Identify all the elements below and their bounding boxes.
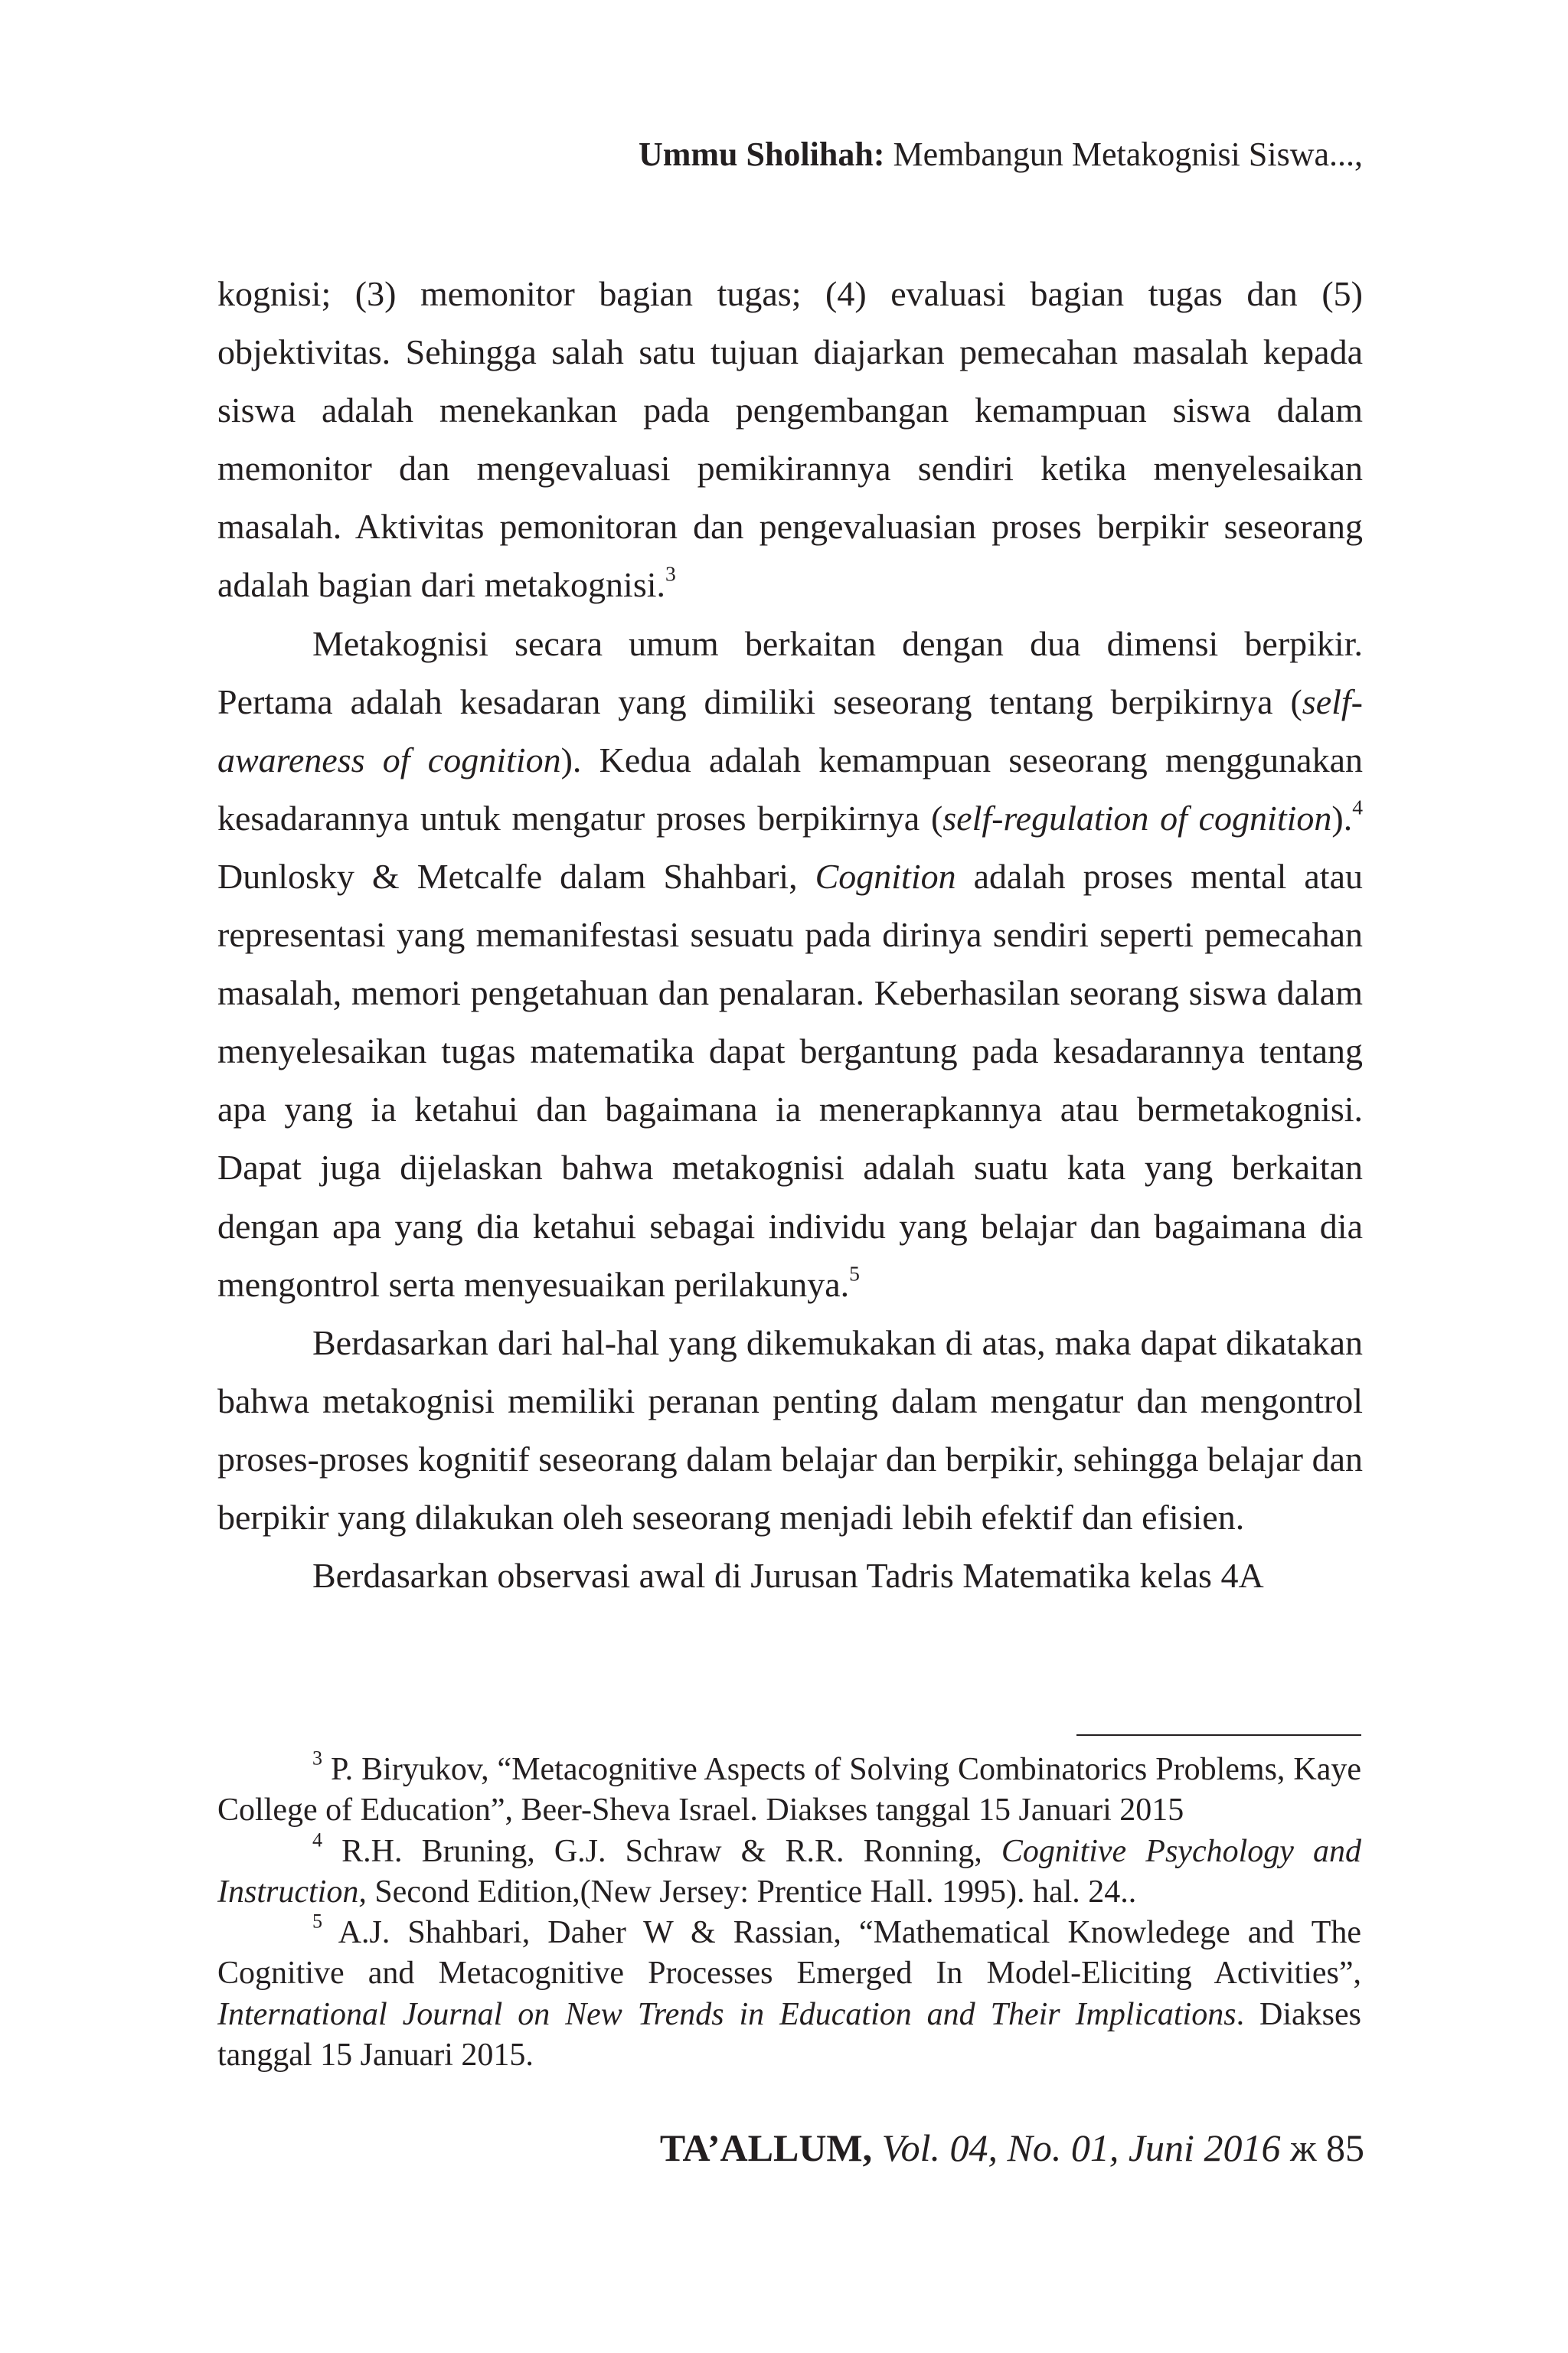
term-self-regulation: self-regulation of cognition bbox=[942, 798, 1332, 838]
paragraph-2 bbox=[217, 615, 1363, 1314]
paragraph-2-text-b: ). Kedua adalah kemampuan seseorang menggunakan kesadarannya untuk mengatur proses berpikirnya ( bbox=[217, 740, 1363, 838]
paragraph-4: Berdasarkan observasi awal di Jurusan Tadris Matematika kelas 4A bbox=[312, 1556, 1264, 1596]
paragraph-3: Berdasarkan dari hal-hal yang dikemukakan di atas, maka dapat dikatakan bahwa metakognisi memiliki peranan penting dalam mengatur dan mengontrol proses-proses kognitif seseorang dalam belajar dan berpikir, sehingga belajar dan berpikir yang dilakukan oleh seseorang menjadi lebih efektif dan efisien. bbox=[217, 1322, 1363, 1537]
paragraph-2-text-d: Dunlosky & Metcalfe dalam Shahbari, bbox=[217, 856, 815, 896]
header-article-title: Membangun Metakognisi Siswa..., bbox=[884, 136, 1363, 173]
footnote-3-text: P. Biryukov, “Metacognitive Aspects of Solving Combinatorics Problems, Kaye College of Education”, Beer-Sheva Israel. Diakses tanggal 15 Januari 2015 bbox=[217, 1752, 1361, 1828]
footnote-4-text-a: R.H. Bruning, G.J. Schraw & R.R. Ronning, bbox=[322, 1833, 1001, 1869]
footnotes bbox=[217, 1747, 1361, 2076]
footnote-ref-5[interactable]: 5 bbox=[849, 1260, 860, 1285]
footnote-5-text-a: A.J. Shahbari, Daher W & Rassian, “Mathematical Knowledege and The Cognitive and Metacognitive Processes Emerged In Model-Eliciting Activities”, bbox=[217, 1915, 1361, 1992]
term-self-awareness: self-awareness of cognition bbox=[217, 681, 1363, 779]
paragraph-2-text-a: Metakognisi secara umum berkaitan dengan dua dimensi berpikir. Pertama adalah kesadaran yang dimiliki seseorang tentang berpikirnya ( bbox=[217, 623, 1363, 721]
footnote-5-number: 5 bbox=[312, 1910, 323, 1933]
footnote-3-number: 3 bbox=[312, 1747, 323, 1770]
paragraph-1-text: kognisi; (3) memonitor bagian tugas; (4) evaluasi bagian tugas dan (5) objektivitas. Sehingga salah satu tujuan diajarkan pemecahan masalah kepada siswa adalah menekankan pada pengembangan kemampuan siswa dalam memonitor dan mengevaluasi pemikirannya sendiri ketika menyelesaikan masalah. Aktivitas pemonitoran dan pengevaluasian proses berpikir seseorang adalah bagian dari metakognisi. bbox=[217, 274, 1363, 605]
footnote-4-book-title: Cognitive Psychology and Instruction, bbox=[217, 1833, 1361, 1910]
paragraph-1 bbox=[217, 265, 1363, 615]
footnote-5-text-b: . Diakses tanggal 15 Januari 2015. bbox=[217, 1996, 1361, 2074]
footer-separator-glyph: ж bbox=[1280, 2126, 1326, 2169]
page-number: 85 bbox=[1326, 2126, 1364, 2169]
footnote-4-number: 4 bbox=[312, 1828, 323, 1851]
footnote-ref-3[interactable]: 3 bbox=[665, 561, 676, 586]
footer-journal-name: TA’ALLUM, bbox=[659, 2126, 873, 2169]
footer-issue: Vol. 04, No. 01, Juni 2016 bbox=[872, 2126, 1281, 2169]
footnote-4 bbox=[217, 1828, 1361, 1913]
header-author: Ummu Sholihah: bbox=[638, 136, 885, 173]
footnote-4-text-b: Second Edition,(New Jersey: Prentice Hall. 1995). hal. 24.. bbox=[366, 1874, 1137, 1910]
footnote-5-journal-title: International Journal on New Trends in Education and Their Implications bbox=[217, 1996, 1236, 2032]
footnote-divider bbox=[1076, 1734, 1361, 1736]
body-text bbox=[217, 265, 1363, 1605]
paragraph-2-text-c: ). bbox=[1331, 798, 1353, 838]
footnote-ref-4[interactable]: 4 bbox=[1352, 795, 1364, 819]
paragraph-2-text-e: adalah proses mental atau representasi yang memanifestasi sesuatu pada dirinya sendiri seperti pemecahan masalah, memori pengetahuan dan penalaran. Keberhasilan seorang siswa dalam menyelesaikan tugas matematika dapat bergantung pada kesadarannya tentang apa yang ia ketahui dan bagaimana ia menerapkannya atau bermetakognisi. Dapat juga dijelaskan bahwa metakognisi adalah suatu kata yang berkaitan dengan apa yang dia ketahui sebagai individu yang belajar dan bagaimana dia mengontrol serta menyesuaikan perilakunya. bbox=[217, 856, 1363, 1304]
term-cognition: Cognition bbox=[815, 856, 956, 896]
footnote-3 bbox=[217, 1747, 1361, 1832]
running-header bbox=[639, 138, 1363, 172]
running-footer bbox=[659, 2126, 1364, 2169]
footnote-5 bbox=[217, 1910, 1361, 2076]
